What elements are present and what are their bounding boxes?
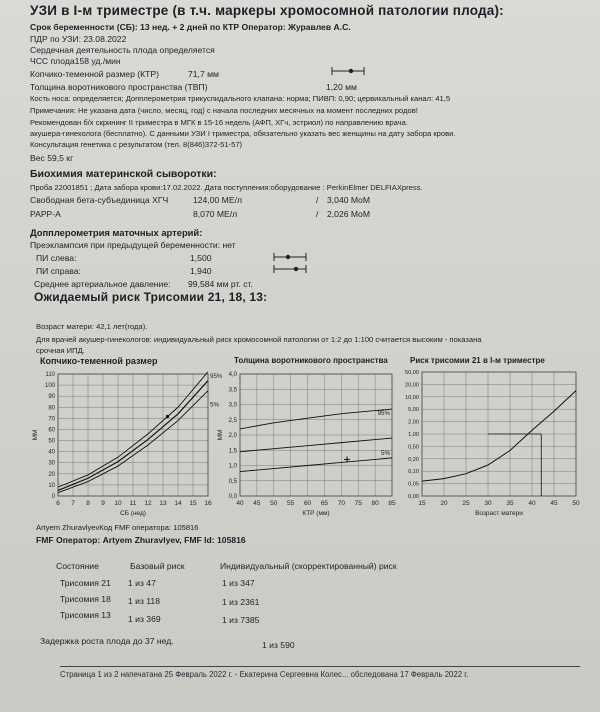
pappa-value: 8,070 ME/л [193,209,238,219]
biochem-title: Биохимия материнской сыворотки: [30,168,217,180]
x-tick-label: 20 [440,500,448,507]
x-tick-label: 15 [189,500,197,507]
y-tick-label: 30 [48,460,55,467]
y-tick-label: 2,0 [228,433,237,439]
heart-rate-line: ЧСС плода158 уд./мин [30,56,121,66]
y-tick-label: 10,00 [405,394,419,401]
y-tick-label: 3,0 [228,402,237,409]
series-label: 95% [377,410,390,418]
series-label: 95% [210,372,223,380]
x-axis-label: КТР (мм) [302,510,330,517]
tvp-label: Толщина воротникового пространства (ТВП) [30,82,208,92]
x-tick-label: 40 [528,500,536,507]
series-line [422,391,576,482]
y-tick-label: 1,5 [228,448,237,455]
pappa-label: PAPP-A [30,209,61,219]
x-tick-label: 50 [270,500,278,507]
trisomy-risk-chart [392,366,592,526]
x-tick-label: 15 [418,500,426,507]
x-tick-label: 14 [174,500,182,507]
results-header-base-risk: Базовый риск [130,561,185,571]
weight-line: Вес 59,5 кг [30,153,74,163]
nasal-bone-line: Кость носа: определяется; Допплерометрия трикуспидального клапана: норма; ПИВП: 0,90; цервикальный канал: 41,5 [30,94,451,103]
tvp-value: 1,20 мм [326,82,357,92]
hcg-label: Свободная бета-субъединица ХГЧ [30,195,169,205]
hcg-value: 124,00 ME/л [193,195,242,205]
x-tick-label: 55 [287,500,295,507]
y-tick-label: 40 [48,449,55,456]
results-header-individual-risk: Индивидуальный (скорректированный) риск [220,561,397,571]
y-axis-label: ММ [217,429,224,441]
x-tick-label: 70 [337,500,345,507]
ktr-label: Копчико-теменной размер (КТР) [30,69,159,79]
x-tick-label: 8 [86,500,90,507]
risk-title: Ожидаемый риск Трисомии 21, 18, 13: [34,290,268,304]
pi-right-label: ПИ справа: [36,266,81,276]
x-tick-label: 11 [129,500,137,507]
doppler-title: Допплерометрия маточных артерий: [30,227,203,238]
y-tick-label: 50 [48,438,55,445]
y-tick-label: 110 [45,372,55,378]
x-tick-label: 12 [144,500,152,507]
operator-line-1: Artyem ZhuravlyevКод FMF оператора: 105816 [36,523,199,532]
y-tick-label: 3,5 [228,387,237,394]
x-axis-label: СБ (нед) [120,510,146,517]
table-row-t13-individual: 1 из 7385 [222,615,260,625]
x-tick-label: 9 [101,500,105,507]
y-tick-label: 20,00 [405,382,419,389]
report-title: УЗИ в I-м триместре (в т.ч. маркеры хромосомной патологии плода): [30,3,504,18]
table-row-t13-condition: Трисомия 13 [60,610,111,620]
x-tick-label: 35 [506,500,514,507]
table-row-t18-condition: Трисомия 18 [60,594,111,604]
x-tick-label: 45 [550,500,558,507]
notes-line: Примечания: Не указана дата (число, месяц, год) с начала последних месячных на момент последних родов! [30,106,418,115]
x-tick-label: 75 [354,500,362,507]
y-tick-label: 0,5 [228,478,237,485]
hcg-mom: 3,040 MoM [327,195,370,205]
chart-3-title: Риск трисомии 21 в I-м триместре [410,356,545,365]
x-tick-label: 45 [253,500,261,507]
gestation-line: Срок беременности (СБ): 13 нед. + 2 дней по КТР Оператор: Журавлев А.С. [30,22,351,32]
y-tick-label: 2,5 [228,417,237,424]
results-header-condition: Состояние [56,561,99,571]
y-tick-label: 80 [48,405,55,412]
preeclampsia-line: Преэклампсия при предыдущей беременности: нет [30,240,236,250]
footer-text: Страница 1 из 2 напечатана 25 Февраль 2022 г. - Екатерина Сергеевна Колес... обследована 17 Февраль 2022 г. [60,670,469,679]
y-tick-label: 10 [48,482,55,489]
growth-restriction-label: Задержка роста плода до 37 нед. [40,636,174,646]
pi-right-value: 1,940 [190,266,212,276]
table-row-t13-base: 1 из 369 [128,614,161,624]
recommendation-line-1: Рекомендован б/х скрининг II триместра в МГК в 15-16 недель (АФП, ХГч, эстриол) по направлению врача. [30,118,408,127]
y-tick-label: 0,05 [408,481,419,488]
series-label: 5% [210,401,219,409]
ktr-chart [28,366,228,522]
pi-right-marker-icon [272,262,308,276]
tvp-chart [214,366,414,526]
x-tick-label: 85 [388,500,396,507]
growth-restriction-value: 1 из 590 [262,640,295,650]
operator-line-2: FMF Оператор: Artyem Zhuravlyev, FMF Id: 105816 [36,535,246,545]
x-tick-label: 6 [56,500,60,507]
y-tick-label: 2,00 [408,419,419,426]
ktr-marker-icon [330,64,366,78]
table-row-t18-base: 1 из 118 [128,596,160,606]
x-tick-label: 80 [371,500,379,507]
maternal-age-line: Возраст матери: 42,1 лет(года). [36,322,148,331]
x-tick-label: 25 [462,500,470,507]
table-row-t21-individual: 1 из 347 [222,578,255,588]
y-tick-label: 90 [48,394,55,401]
y-tick-label: 0,10 [408,469,419,476]
series-label: 5% [381,449,390,457]
risk-note-line-2: срочная ИПД. [36,346,85,355]
x-tick-label: 30 [484,500,492,507]
y-tick-label: 1,00 [408,432,419,438]
pi-left-label: ПИ слева: [36,253,77,263]
y-tick-label: 0,20 [408,456,419,463]
hcg-slash: / [316,195,319,205]
risk-note-line-1: Для врачей акушер-гинекологов: индивидуальный риск хромосомной патологии от 1:2 до 1:100 считается высоким - показана [36,335,482,344]
y-tick-label: 1,0 [228,463,237,470]
pappa-mom: 2,026 MoM [327,209,370,219]
x-tick-label: 40 [236,500,244,507]
x-tick-label: 50 [572,500,580,507]
map-label: Среднее артериальное давление: [34,279,171,289]
x-tick-label: 10 [114,500,122,507]
patient-point [166,415,169,418]
y-axis-label: ММ [32,429,39,441]
y-tick-label: 20 [48,471,55,478]
map-value: 99,584 мм рт. ст. [188,279,253,289]
y-tick-label: 0,0 [228,494,237,500]
sample-line: Проба 22001851 ; Дата забора крови:17.02.2022. Дата поступления:оборудование : PerkinElmer DELFIAXpress. [30,183,423,192]
pdr-line: ПДР по УЗИ: 23.08.2022 [30,34,127,44]
x-axis-label: Возраст матери [475,510,523,517]
y-tick-label: 50,00 [405,370,419,376]
pappa-slash: / [316,209,319,219]
recommendation-line-2: акушера-гинеколога (бесплатно). С данными УЗИ I триместра, обязательно указать вес женщины на дату забора крови. [30,129,456,138]
table-row-t21-condition: Трисомия 21 [60,578,111,588]
x-tick-label: 16 [204,500,212,507]
x-tick-label: 7 [71,500,75,507]
x-tick-label: 13 [159,500,167,507]
series-line [240,458,392,472]
y-tick-label: 60 [48,427,55,434]
y-tick-label: 0,50 [408,444,419,451]
series-line [240,438,392,452]
series-line [240,409,392,429]
x-tick-label: 60 [303,500,312,507]
chart-1-title: Копчико-теменной размер [40,356,158,366]
table-row-t18-individual: 1 из 2361 [222,597,260,607]
y-tick-label: 0 [51,494,55,500]
footer-divider [60,666,580,667]
y-tick-label: 4,0 [228,372,237,378]
y-tick-label: 100 [44,383,55,390]
y-tick-label: 5,00 [408,407,419,414]
ktr-value: 71,7 мм [188,69,219,79]
y-tick-label: 0,00 [408,494,419,500]
table-row-t21-base: 1 из 47 [128,578,156,588]
heart-activity-line: Сердечная деятельность плода определяется [30,45,215,55]
chart-2-title: Толщина воротникового пространства [234,356,388,365]
y-tick-label: 70 [48,416,55,423]
x-tick-label: 65 [320,500,329,507]
pi-left-value: 1,500 [190,253,212,263]
genetic-consult-line: Консультация генетика с результатом (тел. 8(846)372-51-57) [30,140,243,149]
